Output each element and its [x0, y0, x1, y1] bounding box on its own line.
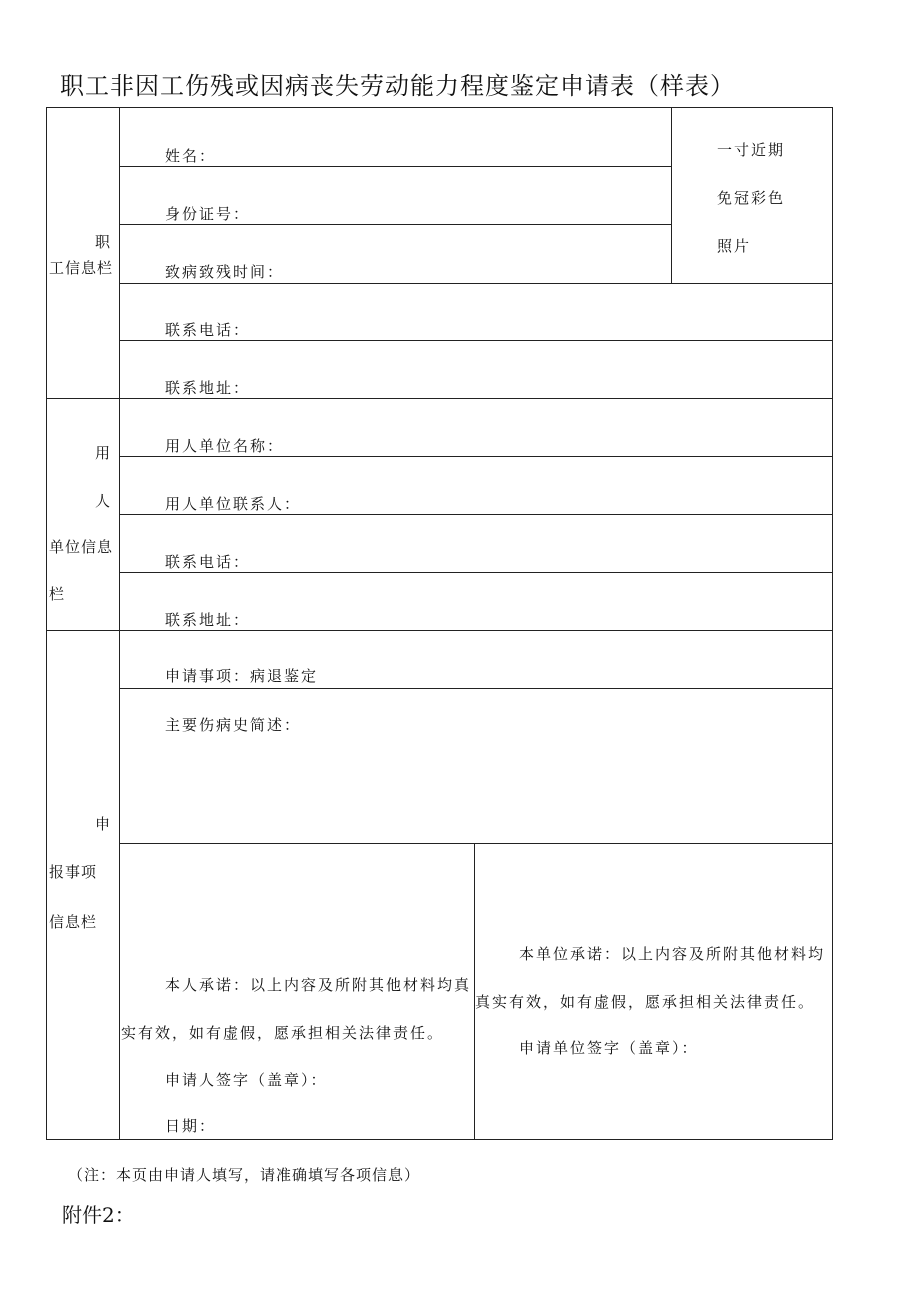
worker-phone-field[interactable]: 联系电话：: [165, 321, 251, 339]
personal-pledge: 本人承诺：以上内容及所附其他材料均真实有效，如有虚假，愿承担相关法律责任。: [121, 976, 472, 1042]
photo-caption-line2: 免冠彩色: [717, 189, 786, 207]
row-line: [119, 688, 833, 689]
row-line: [119, 456, 833, 457]
worker-address-field[interactable]: 联系地址：: [165, 379, 251, 397]
worker-section-label-top: 职: [95, 233, 113, 251]
unit-pledge: 本单位承诺：以上内容及所附其他材料均真实有效，如有虚假，愿承担相关法律责任。: [475, 945, 826, 1011]
row-line: [119, 514, 833, 515]
employer-section-label-2: 人: [95, 492, 113, 510]
photo-caption-line1: 一寸近期: [717, 141, 786, 159]
unit-signature-field[interactable]: 申请单位签字（盖章）：: [519, 1039, 699, 1057]
applicant-signature-field[interactable]: 申请人签字（盖章）：: [165, 1071, 328, 1089]
attachment-label: 附件2：: [62, 1203, 135, 1227]
employer-phone-field[interactable]: 联系电话：: [165, 553, 251, 571]
date-field[interactable]: 日期：: [165, 1117, 217, 1135]
employer-contact-field[interactable]: 用人单位联系人：: [165, 495, 302, 513]
worker-section-label-bottom: 工信息栏: [49, 259, 114, 277]
row-line: [119, 340, 833, 341]
employer-section-label-4: 栏: [49, 585, 67, 603]
photo-caption-line3: 照片: [717, 237, 752, 255]
row-line: [119, 572, 833, 573]
application-item-field[interactable]: 申请事项：病退鉴定: [165, 667, 319, 685]
employer-address-field[interactable]: 联系地址：: [165, 611, 251, 629]
application-form: [46, 107, 833, 1140]
section-divider: [47, 630, 833, 631]
application-section-label-1: 申: [95, 815, 113, 833]
medical-history-field[interactable]: 主要伤病史简述：: [165, 716, 302, 734]
illness-date-field[interactable]: 致病致残时间：: [165, 263, 285, 281]
employer-section-label-3: 单位信息: [49, 538, 114, 556]
id-number-field[interactable]: 身份证号：: [165, 205, 251, 223]
form-note: （注：本页由申请人填写，请准确填写各项信息）: [68, 1166, 421, 1184]
employer-name-field[interactable]: 用人单位名称：: [165, 437, 285, 455]
row-line: [119, 843, 833, 844]
application-section-label-2: 报事项: [49, 863, 98, 881]
application-section-label-3: 信息栏: [49, 913, 98, 931]
name-field[interactable]: 姓名：: [165, 147, 217, 165]
photo-box-divider: [671, 108, 672, 283]
row-line: [119, 224, 671, 225]
employer-section-label-1: 用: [95, 444, 113, 462]
row-line: [119, 166, 671, 167]
label-column-divider: [119, 108, 120, 1140]
form-title: 职工非因工伤残或因病丧失劳动能力程度鉴定申请表（样表）: [60, 72, 735, 100]
row-line: [119, 283, 833, 284]
section-divider: [47, 398, 833, 399]
